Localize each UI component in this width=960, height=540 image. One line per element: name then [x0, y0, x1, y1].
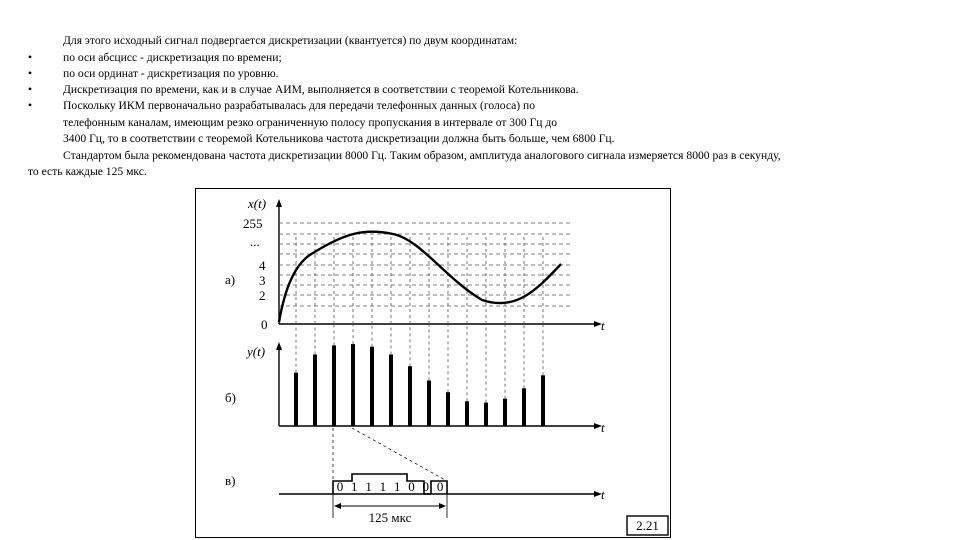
sample-bar [294, 373, 298, 426]
code-bit: 1 [379, 479, 387, 494]
level-label-ellipsis: ... [250, 234, 260, 249]
level-label-2: 2 [259, 288, 266, 303]
bullet-item: Дискретизация по времени, как и в случае АИМ, выполняется в соответствии с теоремой Котельникова. [63, 83, 579, 96]
sample-bars [294, 325, 545, 426]
code-bit: 0 [336, 479, 344, 494]
sample-bar [351, 344, 355, 426]
panel-b-label: б) [225, 390, 236, 405]
pcm-figure [195, 188, 671, 538]
code-bits [337, 479, 444, 494]
intro-line: Для этого исходный сигнал подвергается дискретизации (квантуется) по двум координатам: [63, 34, 518, 47]
panel-c [225, 473, 605, 525]
y-axis-a-arrow [276, 199, 282, 207]
x-axis-c-label: t [601, 487, 605, 502]
analog-signal-curve [279, 232, 561, 322]
duration-arrow-right [439, 503, 446, 509]
sample-bar [408, 366, 412, 426]
code-bit: 0 [436, 479, 444, 494]
sample-bar [446, 392, 450, 426]
duration-label: 125 мкс [368, 510, 412, 525]
paragraph-line: то есть каждые 125 мкс. [28, 165, 147, 178]
level-label-0: 0 [261, 317, 268, 332]
level-label-3: 3 [259, 273, 266, 288]
sample-bar [541, 375, 545, 426]
bullet-item: по оси ординат - дискретизация по уровню. [63, 67, 279, 80]
x-axis-b-label: t [601, 420, 605, 435]
figure-number: 2.21 [636, 518, 659, 533]
sample-bar [313, 355, 317, 427]
code-bit: 1 [365, 479, 372, 494]
y-axis-b-label: y(t) [247, 344, 266, 359]
panel-a-label: а) [225, 272, 236, 287]
sample-bar [522, 388, 526, 426]
figure-frame [196, 189, 671, 538]
sample-bar [332, 345, 336, 426]
sample-bar [503, 399, 507, 426]
level-label-4: 4 [259, 258, 266, 273]
paragraph-line: 3400 Гц, то в соответствии с теоремой Котельникова частота дискретизации должна быть больше, чем 6800 Гц. [63, 132, 615, 145]
paragraph-line: Стандартом была рекомендована частота дискретизации 8000 Гц. Таким образом, амплитуда аналогового сигнала измеряется 8000 раз в секунду, [63, 149, 781, 162]
level-grid-lines [279, 223, 570, 306]
x-axis-a-label: t [601, 318, 605, 333]
sample-bar [465, 401, 469, 426]
bullet-marker: • [28, 67, 33, 80]
zoom-guide-right [352, 428, 447, 481]
panel-a [225, 196, 605, 333]
sample-bar [389, 355, 393, 427]
code-bit: 1 [351, 479, 358, 494]
panel-c-label: в) [225, 473, 236, 488]
code-bit: 0 [408, 479, 415, 494]
sample-bar [370, 347, 374, 426]
paragraph-line: телефонным каналам, имеющим резко ограниченную полосу пропускания в интервале от 300 Гц до [63, 116, 558, 129]
code-bit: 1 [393, 479, 401, 494]
y-axis-b-arrow [276, 342, 282, 350]
sample-bar [484, 403, 488, 426]
bullet-marker: • [28, 51, 33, 64]
y-axis-a-label: x(t) [248, 196, 267, 211]
sample-bar [427, 381, 431, 427]
level-label-255: 255 [243, 216, 263, 231]
bullet-marker: • [28, 99, 33, 112]
bullet-marker: • [28, 83, 33, 96]
duration-arrow-left [334, 503, 341, 509]
panel-b [225, 325, 605, 435]
bullet-item: Поскольку ИКМ первоначально разрабатывалась для передачи телефонных данных (голоса) по [63, 99, 536, 112]
bullet-item: по оси абсцисс - дискретизация по времени; [63, 51, 282, 64]
code-bit: 0 [422, 479, 430, 494]
